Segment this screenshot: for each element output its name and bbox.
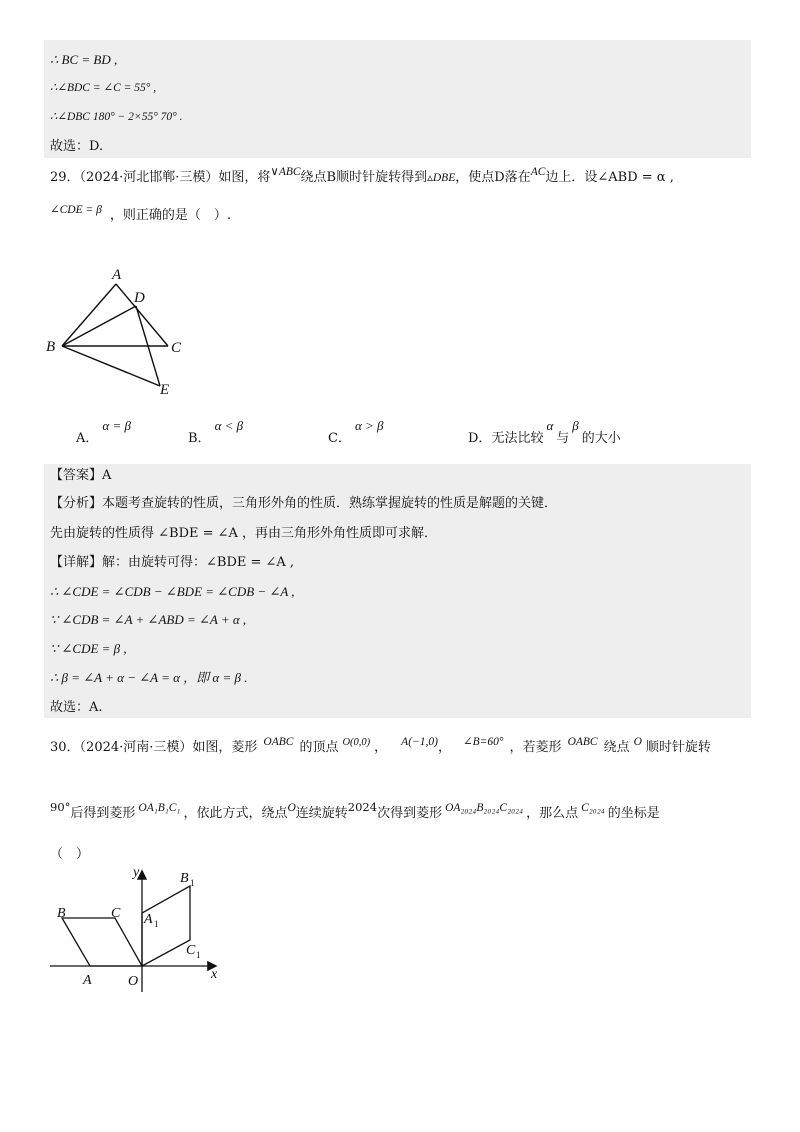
q30-rhombus-oabc: OABC [263,736,294,748]
label-B1: B [180,871,189,886]
label-C: C [171,340,182,356]
label-E: E [160,382,170,398]
q30-l2-b: ，依此方式，绕点 [183,806,288,821]
q29-triangle-abc: ∨ABC [270,166,301,178]
option-alpha: α [546,418,554,433]
q30-l2-c: 连续旋转 [295,806,348,821]
q30-stem-line1 [50,736,711,757]
q29-choice: 故选：A. [50,700,103,715]
option-expr: α = β [102,418,131,433]
q30-point-o-3: O [287,802,296,814]
option-letter: A． [76,431,99,446]
label-O: O [128,974,139,989]
q30-rhombus-2024: OA₂₀₂₄B₂₀₂₄C₂₀₂₄ [445,802,524,814]
label-A: A [112,267,122,283]
q30-count-2024: 2024 [347,800,378,814]
label-D: D [134,290,145,306]
q29-stem-line1 [50,166,674,186]
q30-sep1: ， [374,740,388,755]
label-B1-sub: 1 [190,878,195,888]
q29-analysis: 【分析】本题考查旋转的性质，三角形外角的性质．熟练掌握旋转的性质是解题的关键． [50,496,558,511]
q30-paren: （ ） [50,847,90,862]
option-expr: α < β [214,418,244,433]
prev-step-3: ∴∠DBC 180° − 2×55° 70° . [50,111,183,123]
q29-option-a[interactable] [76,415,131,446]
label-y: y [133,866,140,880]
q29-stem-line2 [50,204,232,224]
option-pre: 无法比较 [491,431,544,446]
q29-detail-5: ∴ β = ∠A + α − ∠A = α ，即 α = β . [50,670,248,685]
q29-detail-2: ∴ ∠CDE = ∠CDB − ∠BDE = ∠CDB − ∠A , [50,584,295,599]
q29-option-d[interactable] [468,415,621,446]
q29-detail-3: ∵ ∠CDB = ∠A + ∠ABD = ∠A + α , [50,612,247,627]
q29-option-c[interactable] [328,415,384,446]
q29-answer: 【答案】A [50,468,112,483]
q30-point-o: O(0,0) [342,737,371,748]
q30-part3: ，若菱形 [509,740,562,755]
label-B: B [46,339,56,355]
q29-stem-part3: ，使点D落在 [455,170,531,185]
option-beta: β [572,418,579,433]
q30-part4: 绕点 [603,740,630,755]
previous-solution-block [44,40,751,158]
q30-angle-b: ∠B=60° [463,736,504,748]
label-A1: A [144,912,153,927]
q29-segment-ac: AC [530,166,546,178]
q29-option-b[interactable] [188,415,244,446]
q29-detail-4: ∵ ∠CDE = β , [50,641,127,656]
option-expr: α > β [354,418,384,433]
q30-part5: 顺时针旋转 [645,740,711,755]
option-mid: 与 [556,431,570,446]
q30-90deg: 90° [50,800,71,814]
label-B: B [57,906,66,921]
q30-l2-f: 的坐标是 [607,806,660,821]
q29-triangle-dbe: ▵DBE [427,172,456,184]
label-x: x [211,967,218,982]
q29-detail-1: 【详解】解：由旋转可得：∠BDE = ∠A , [50,555,295,570]
prev-step-2: ∴∠BDC = ∠C = 55° , [50,82,157,94]
q30-rhombus-oabc-2: OABC [567,736,598,748]
q30-l2-d: 次得到菱形 [377,806,443,821]
label-C: C [111,906,121,921]
q30-point-a: A(−1,0) [401,736,438,748]
option-post: 的大小 [581,431,621,446]
q30-part2: 的顶点 [299,740,339,755]
label-C1-sub: 1 [196,950,201,960]
q29-stem-part2: 绕点B顺时针旋转得到 [300,170,428,185]
prev-step-1: ∴ BC = BD , [50,52,118,67]
q30-stem-line2 [50,800,660,822]
option-letter: C． [328,431,351,446]
q30-rhombus-figure [45,866,245,996]
q29-angle-cde: ∠CDE = β [50,204,102,216]
q29-analysis-2: 先由旋转的性质得 ∠BDE = ∠A ，再由三角形外角性质即可求解． [50,526,438,541]
q30-l2-a: 后得到菱形 [70,806,136,821]
q29-stem-tail: ，则正确的是（ ）. [109,208,232,223]
option-letter: B． [188,431,211,446]
q30-l2-e: ，那么点 [526,806,579,821]
q29-stem-part1: 29．（2024·河北邯郸·三模）如图，将 [50,170,271,185]
q30-sep2: ， [438,740,452,755]
q30-point-o-2: O [633,736,642,748]
q30-part1: 30．（2024·河南·三模）如图，菱形 [50,740,258,755]
option-letter: D． [468,431,492,446]
q30-point-c2024: C₂₀₂₄ [581,802,605,814]
label-A: A [83,973,92,988]
q29-triangle-figure [40,262,240,402]
label-C1: C [186,943,196,958]
prev-choice: 故选：D. [50,139,104,154]
label-A1-sub: 1 [154,919,159,929]
q29-stem-part4: 边上．设∠ABD = α , [545,170,674,185]
q30-rhombus-1: OA₁B₁C₁ [138,802,181,814]
